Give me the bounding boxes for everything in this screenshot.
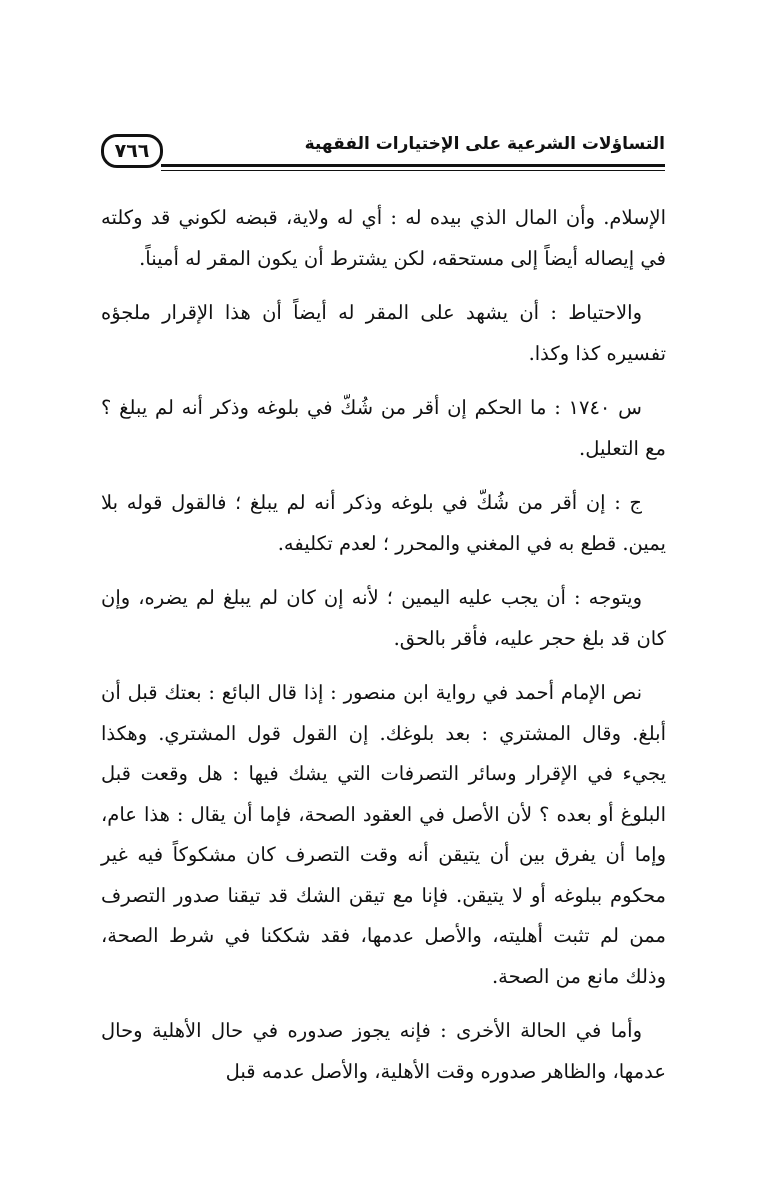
- page-header: [101, 128, 665, 186]
- paragraph-continuation: الإسلام. وأن المال الذي بيده له : أي له ولاية، قبضه لكوني قد وكلته في إيصاله أيضاً إلى مستحقه، لكن يشترط أن يكون المقر له أميناً.: [101, 206, 666, 270]
- paragraph-precaution: والاحتياط : أن يشهد على المقر له أيضاً أن هذا الإقرار ملجؤه تفسيره كذا وكذا.: [101, 301, 666, 365]
- answer-1740: ج : إن أقر من شُكّ في بلوغه وذكر أنه لم يبلغ ؛ فالقول قوله بلا يمين. قطع به في المغني والمحرر ؛ لعدم تكليفه.: [101, 491, 666, 555]
- paragraph-imam-ahmad: نص الإمام أحمد في رواية ابن منصور : إذا قال البائع : بعتك قبل أن أبلغ. وقال المشتري : بعد بلوغك. إن القول قول المشتري. وهكذا يجيء في الإقرار وسائر التصرفات التي يشك فيها : هل وقعت قبل البلوغ أو بعده ؟ لأن الأصل في العقود الصحة، فإما أن يقال : هذا عام، وإما أن يفرق بين أن يتيقن أنه وقت التصرف كان مشكوكاً فيه غير محكوم ببلوغه أو لا يتيقن. فإنا مع تيقن الشك قد تيقنا صدور التصرف ممن لم تثبت أهليته، والأصل عدمها، فقد شككنا في شرط الصحة، وذلك مانع من الصحة.: [101, 681, 666, 988]
- header-rule-thin: [161, 170, 665, 171]
- page-body: [101, 198, 666, 1106]
- page-number: ٧٦٦: [101, 134, 163, 168]
- header-rule-thick: [161, 164, 665, 167]
- paragraph-other-case: وأما في الحالة الأخرى : فإنه يجوز صدوره في حال الأهلية وحال عدمها، والظاهر صدوره وقت الأهلية، والأصل عدمه قبل: [101, 1019, 666, 1083]
- question-1740: س ١٧٤٠ : ما الحكم إن أقر من شُكّ في بلوغه وذكر أنه لم يبلغ ؟ مع التعليل.: [101, 396, 666, 460]
- running-title: التساؤلات الشرعية على الإختيارات الفقهية: [304, 134, 665, 154]
- paragraph-oath: ويتوجه : أن يجب عليه اليمين ؛ لأنه إن كان لم يبلغ لم يضره، وإن كان قد بلغ حجر عليه، فأقر بالحق.: [101, 586, 666, 650]
